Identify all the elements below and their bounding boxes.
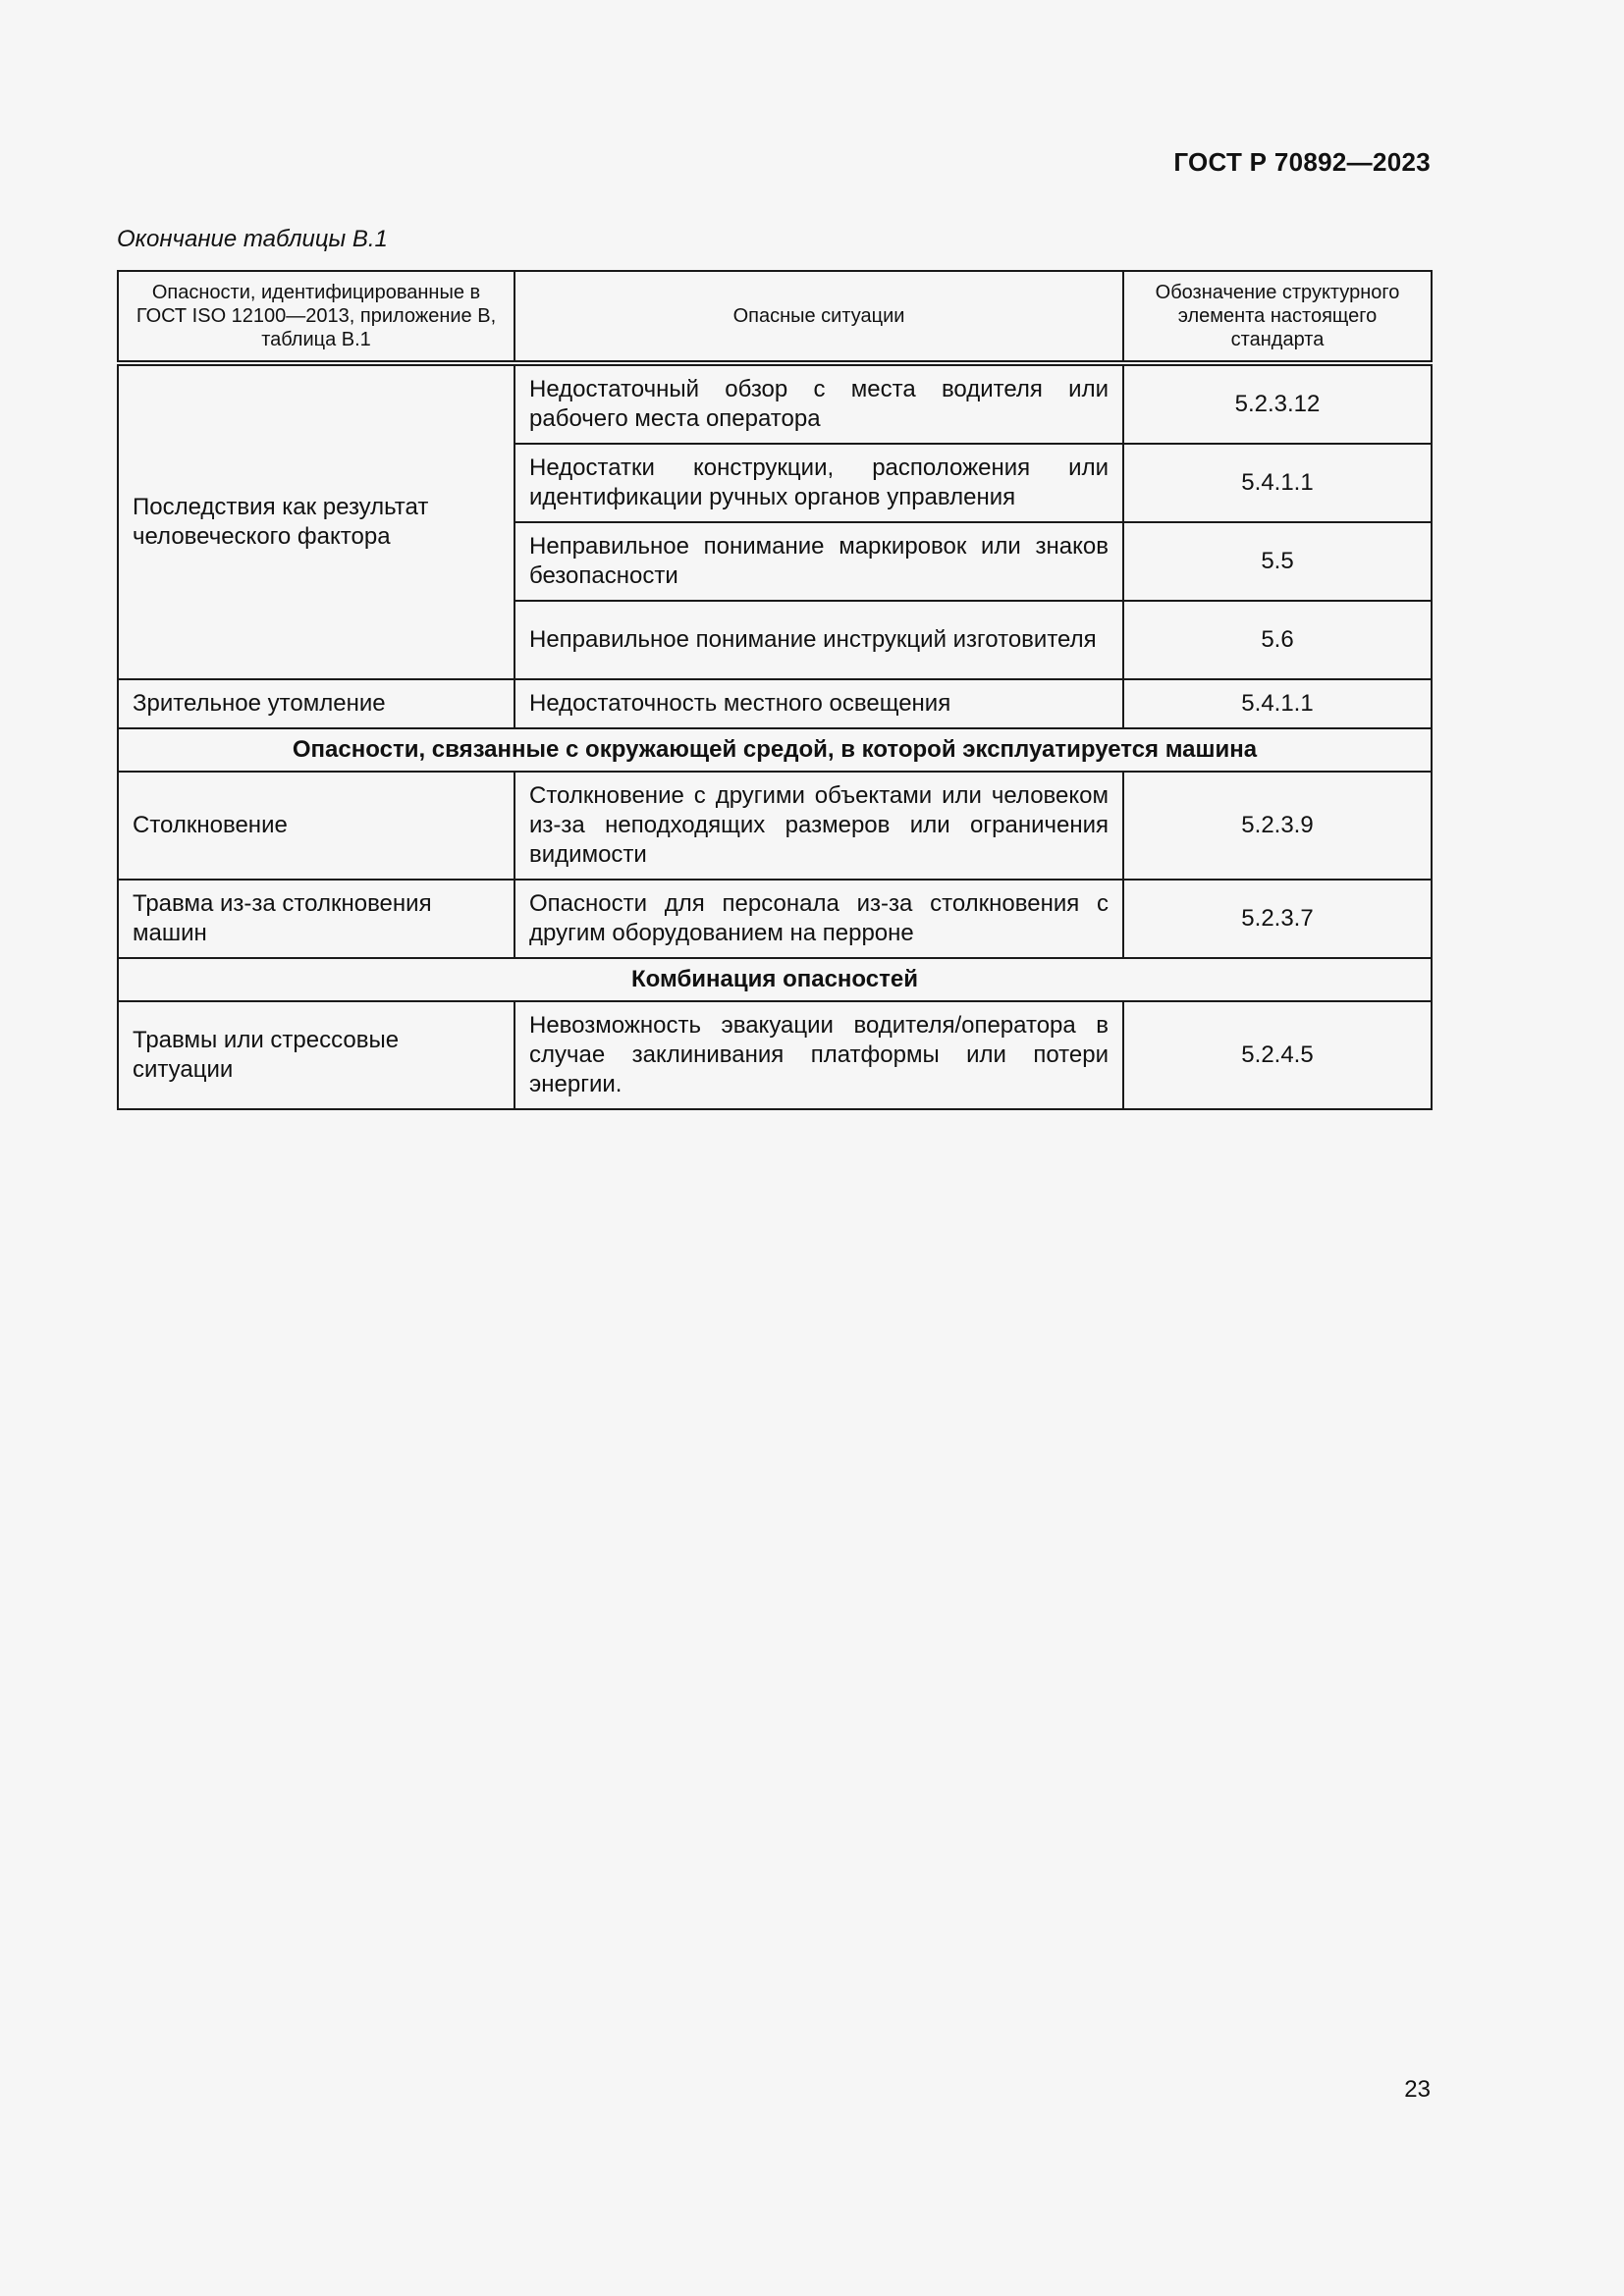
situation-cell: Неправильное понимание инструкций изготовителя [514,601,1123,679]
reference-cell: 5.5 [1123,522,1432,601]
reference-cell: 5.6 [1123,601,1432,679]
hazard-cell: Травмы или стрессовые ситуации [118,1001,514,1109]
situation-cell: Недостатки конструкции, расположения или идентификации ручных органов управления [514,444,1123,522]
reference-cell: 5.2.3.9 [1123,772,1432,880]
reference-cell: 5.2.3.7 [1123,880,1432,958]
reference-cell: 5.4.1.1 [1123,679,1432,728]
table-row [118,1001,1432,1109]
table-row [118,679,1432,728]
hazard-cell: Последствия как результат человеческого фактора [118,363,514,679]
situation-cell: Опасности для персонала из-за столкновения с другим оборудованием на перроне [514,880,1123,958]
situation-cell: Столкновение с другими объектами или человеком из-за неподходящих размеров или ограничения видимости [514,772,1123,880]
situation-cell: Неправильное понимание маркировок или знаков безопасности [514,522,1123,601]
reference-cell: 5.4.1.1 [1123,444,1432,522]
page-number: 23 [1404,2076,1431,2103]
hazards-table [117,270,1433,1110]
situation-cell: Недостаточный обзор с места водителя или рабочего места оператора [514,363,1123,444]
table-row [118,772,1432,880]
column-header-situations: Опасные ситуации [514,271,1123,363]
section-row-combination [118,958,1432,1001]
hazard-cell: Травма из-за столкновения машин [118,880,514,958]
table-caption: Окончание таблицы В.1 [117,226,388,252]
column-header-reference: Обозначение структурного элемента настоящего стандарта [1123,271,1432,363]
column-header-hazards: Опасности, идентифицированные в ГОСТ ISO 12100—2013, приложение В, таблица В.1 [118,271,514,363]
reference-cell: 5.2.3.12 [1123,363,1432,444]
section-row-environment [118,728,1432,772]
section-heading: Комбинация опасностей [118,958,1432,1001]
table-header-row [118,271,1432,363]
situation-cell: Недостаточность местного освещения [514,679,1123,728]
reference-cell: 5.2.4.5 [1123,1001,1432,1109]
section-heading: Опасности, связанные с окружающей средой, в которой эксплуатируется машина [118,728,1432,772]
document-code: ГОСТ Р 70892—2023 [1173,147,1431,177]
table-row [118,880,1432,958]
hazard-cell: Столкновение [118,772,514,880]
situation-cell: Невозможность эвакуации водителя/оператора в случае заклинивания платформы или потери энергии. [514,1001,1123,1109]
hazard-cell: Зрительное утомление [118,679,514,728]
table-row [118,363,1432,444]
